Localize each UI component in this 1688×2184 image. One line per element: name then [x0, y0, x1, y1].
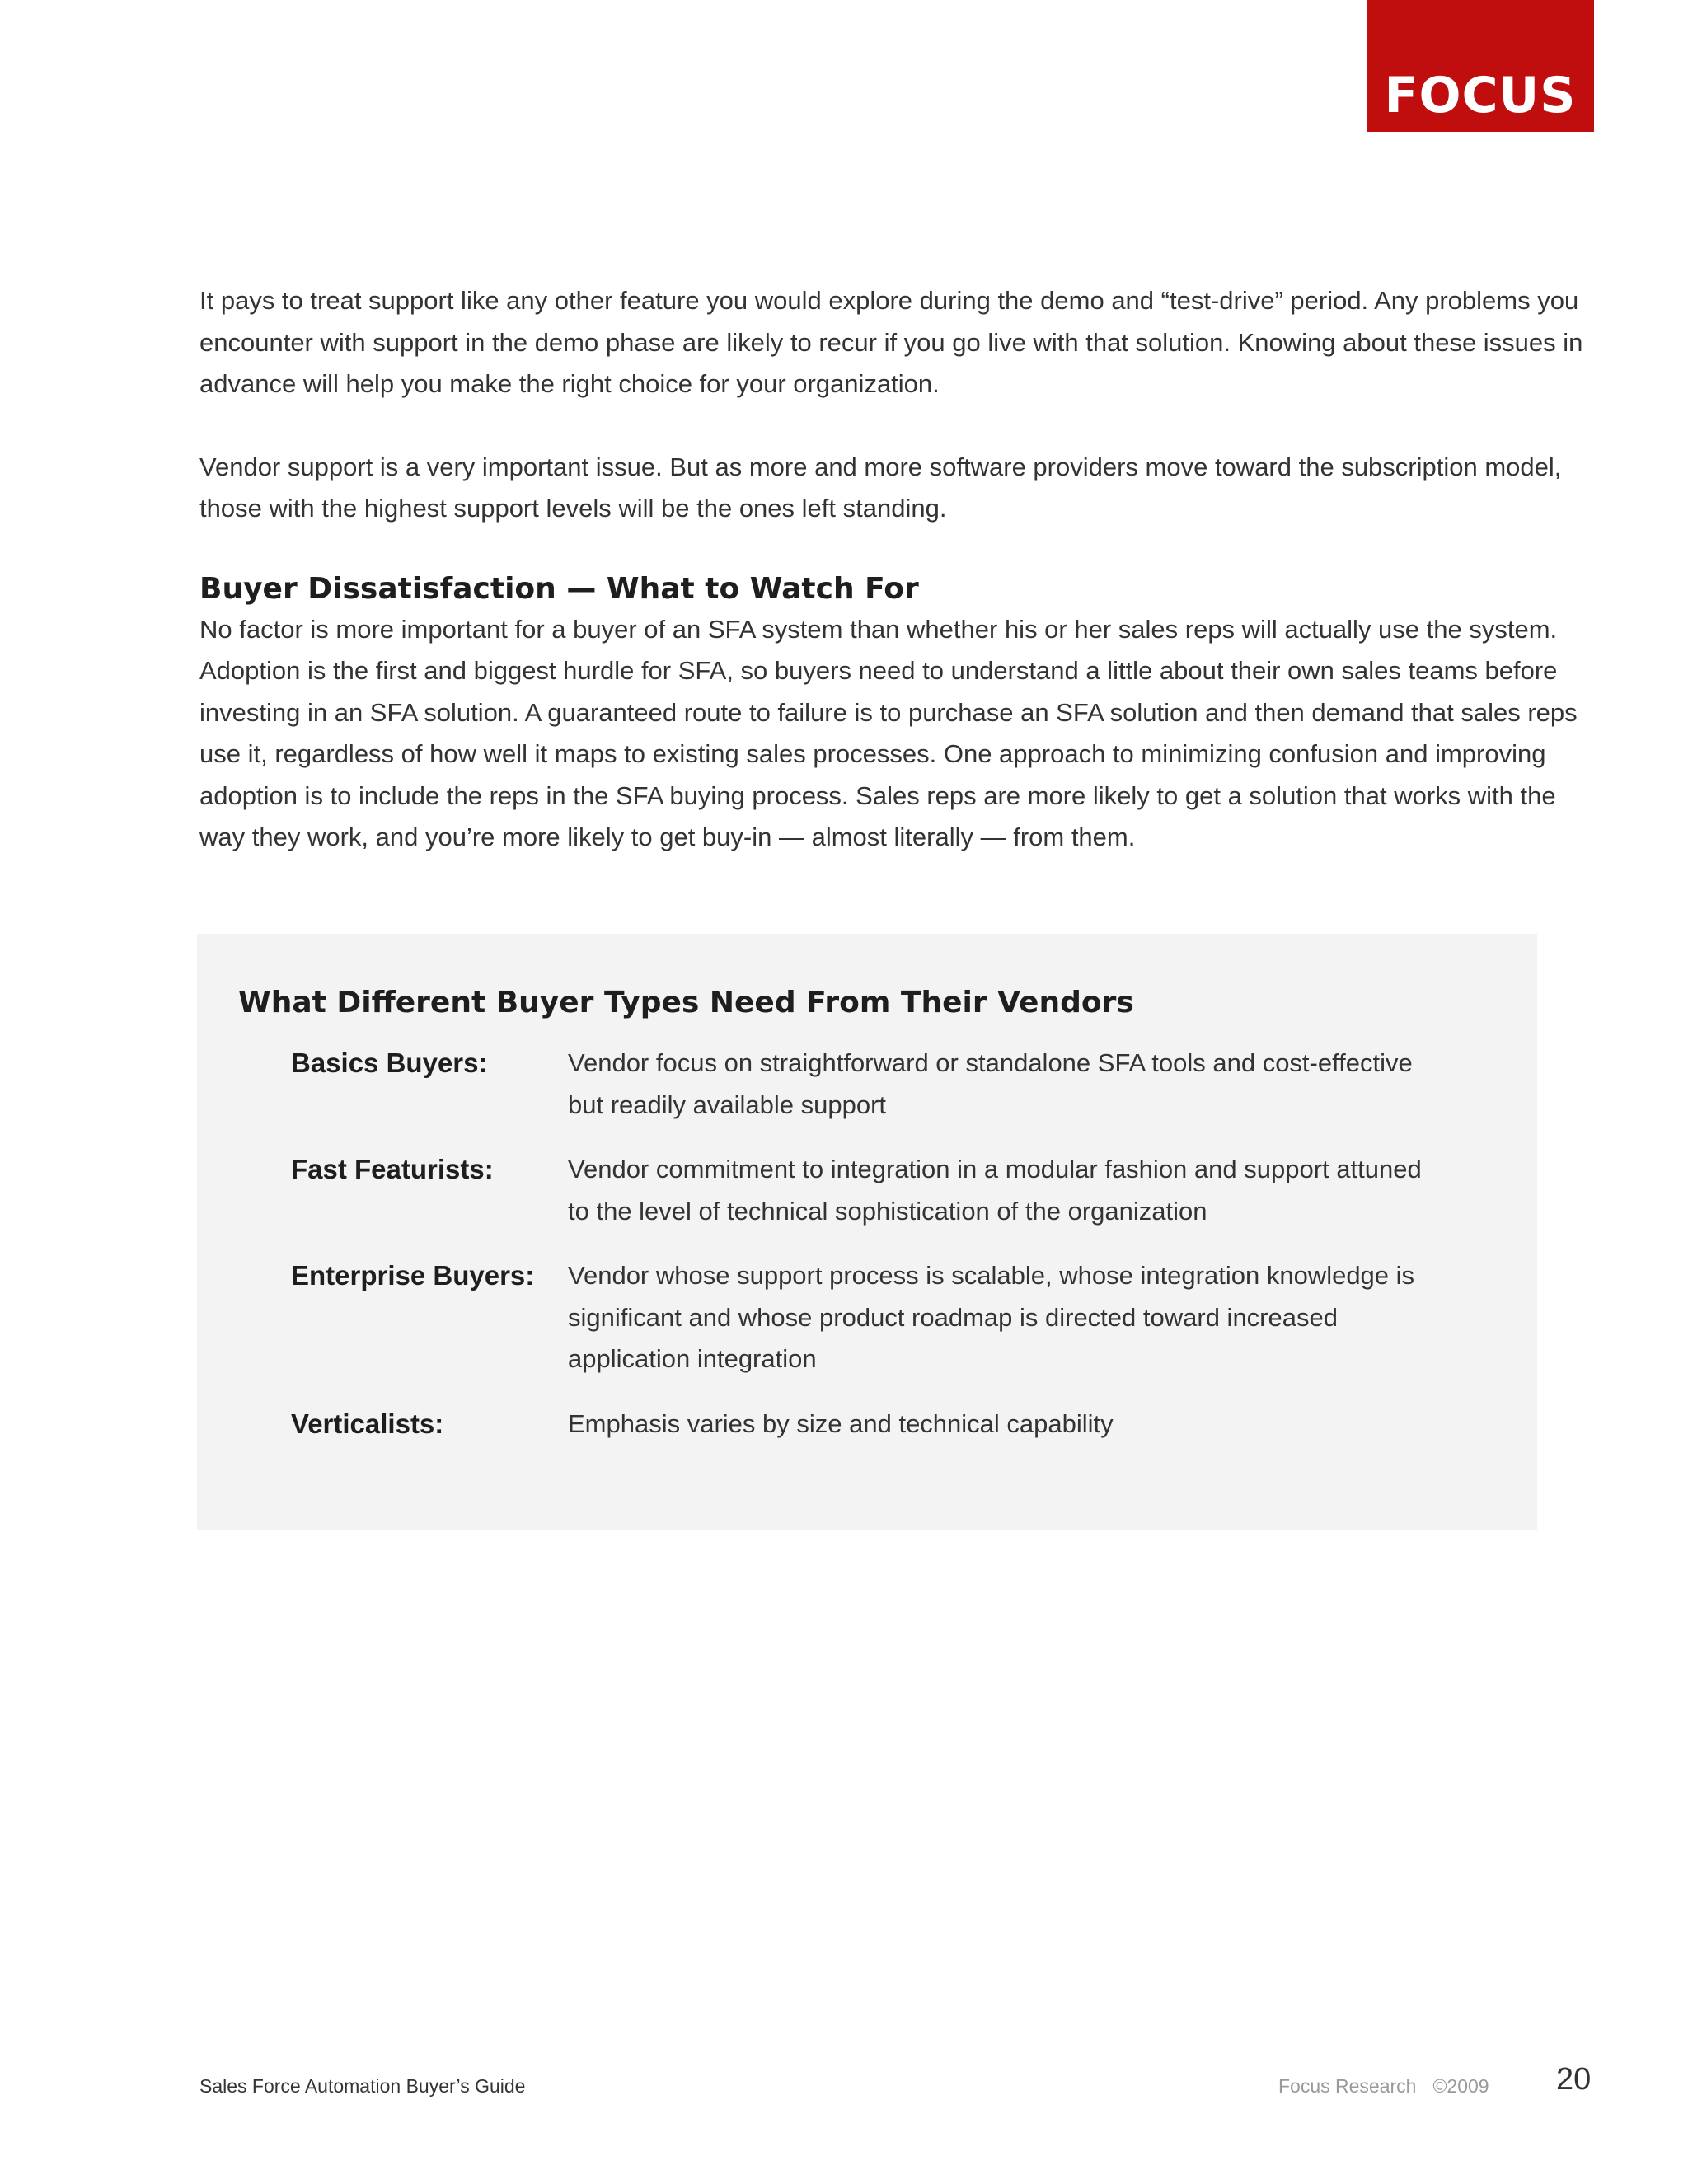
buyer-type-row-verticalists	[291, 1404, 1496, 1446]
body-paragraph-support-demo: It pays to treat support like any other feature you would explore during the demo and “test-drive” period. Any problems you encounter with support in the demo phase are likely to recur if you go live with that solution. Knowing about these issues in advance will help you make the right choice for your organization.	[199, 286, 1583, 398]
footer-copyright: ©2009	[1432, 2075, 1489, 2097]
buyer-type-description: Emphasis varies by size and technical capability	[568, 1408, 1114, 1438]
buyer-type-term: Fast Featurists:	[291, 1154, 494, 1184]
callout-title: What Different Buyer Types Need From Their Vendors	[238, 986, 1134, 1019]
body-paragraph-vendor-support: Vendor support is a very important issue. But as more and more software providers move toward the subscription model, those with the highest support levels will be the ones left standing.	[199, 452, 1562, 523]
focus-logo	[1367, 0, 1594, 132]
logo-text: FOCUS	[1384, 67, 1577, 124]
footer-publisher: Focus Research	[1278, 2075, 1417, 2097]
buyer-type-term: Verticalists:	[291, 1408, 444, 1439]
footer-publisher-info	[1278, 2075, 1489, 2097]
footer-guide-title: Sales Force Automation Buyer’s Guide	[199, 2075, 526, 2097]
buyer-type-row-fast-featurists	[291, 1149, 1496, 1232]
buyer-type-term: Basics Buyers:	[291, 1047, 488, 1078]
buyer-type-description: Vendor focus on straightforward or standalone SFA tools and cost-effective but readily available support	[568, 1048, 1413, 1119]
buyer-type-row-enterprise	[291, 1255, 1496, 1380]
page-number: 20	[1556, 2062, 1592, 2097]
buyer-type-description: Vendor commitment to integration in a modular fashion and support attuned to the level of technical sophistication of the organization	[568, 1155, 1422, 1226]
buyer-type-row-basics	[291, 1043, 1496, 1126]
section-heading-buyer-dissatisfaction: Buyer Dissatisfaction — What to Watch For	[199, 571, 919, 606]
buyer-types-callout	[197, 934, 1537, 1530]
buyer-type-term: Enterprise Buyers:	[291, 1260, 535, 1291]
main-content	[199, 280, 1584, 859]
body-paragraph-adoption: No factor is more important for a buyer of an SFA system than whether his or her sales reps will actually use the system. Adoption is the first and biggest hurdle for SFA, so buyers need to understand a little about their own sales teams before investing in an SFA solution. A guaranteed route to failure is to purchase an SFA solution and then demand that sales reps use it, regardless of how well it maps to existing sales processes. One approach to minimizing confusion and improving adoption is to include the reps in the SFA buying process. Sales reps are more likely to get a solution that works with the way they work, and you’re more likely to get buy-in — almost literally — from them.	[199, 614, 1578, 851]
buyer-type-description: Vendor whose support process is scalable, whose integration knowledge is significant and whose product roadmap is directed toward increased application integration	[568, 1261, 1415, 1373]
